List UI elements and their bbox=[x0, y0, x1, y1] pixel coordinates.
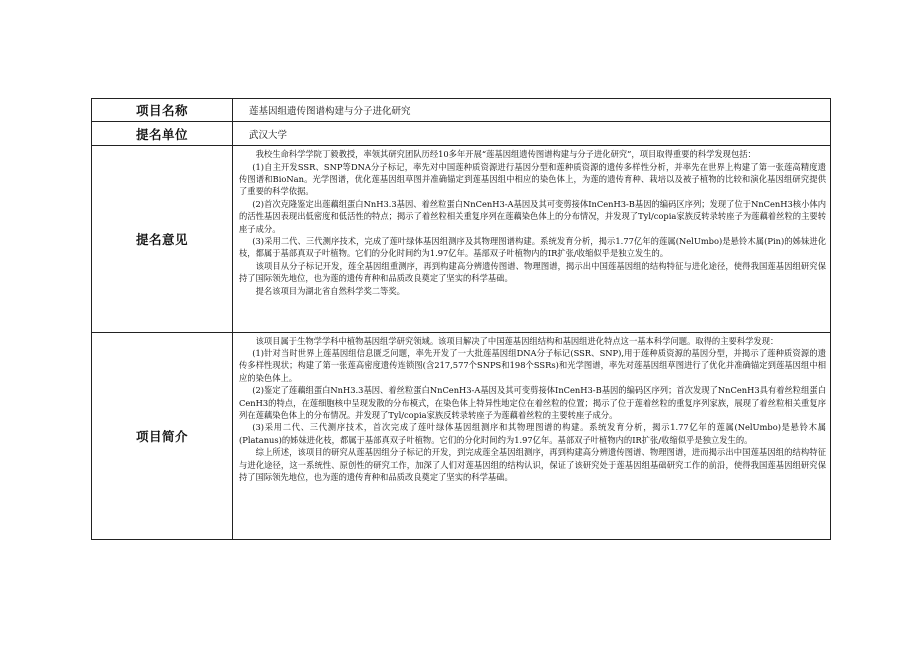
row-project-name bbox=[92, 99, 831, 122]
opinion-paragraph: (3)采用二代、三代测序技术，完成了莲叶绿体基因组测序及其物理图谱构建。系统发育分析，揭示1.77亿年的莲属(NelUmbo)是悬铃木属(Pin)的姊妹进化枝，都属于基部真双子叶植物。它们的分化时间约为1.97亿年。基部双子叶植物内的IR扩张/收缩似乎是独立发生的。 bbox=[239, 235, 826, 259]
project-name-text: 莲基因组遗传图谱构建与分子进化研究 bbox=[249, 106, 411, 118]
opinion-paragraph: (1)自主开发SSR、SNP等DNA分子标记，率先对中国莲种质资源进行基因分型和莲种质资源的遗传多样性分析，并率先在世界上构建了第一张莲高精度遗传图谱和BioNan。光学图谱，优化莲基因组草图并准确锚定到莲基因组中相应的染色体上，为莲的遗传育种、栽培以及被子植物的比较和演化基因组研究提供了重要的科学依据。 bbox=[239, 161, 826, 197]
project-name-value bbox=[233, 99, 831, 122]
project-name-label: 项目名称 bbox=[92, 99, 233, 122]
nomination-form-table bbox=[91, 98, 831, 540]
project-intro-label: 项目简介 bbox=[92, 332, 233, 539]
opinion-paragraph: 该项目从分子标记开发，莲全基因组重测序，再到构建高分辨遗传图谱、物理图谱，揭示出中国莲基因组的结构特征与进化途径，使得我国莲基因组研究保持了国际领先地位，也为莲的遗传育种和品质改良奠定了坚实的科学基础。 bbox=[239, 260, 826, 284]
intro-paragraph: (2)鉴定了莲藕组蛋白NnH3.3基因、着丝粒蛋白NnCenH3-A基因及其可变剪接体InCenH3-B基因的编码区序列；首次发现了NnCenH3具有着丝粒组蛋白CenH3的特点，在莲细胞核中呈现发散的分布模式，在染色体上特异性地定位在着丝粒的位置；揭示了位于莲着丝粒的重复序列家族，展现了着丝粒相关重复序列在莲藕染色体上的分布情况。并发现了Tyl/copia家族反转录转座子为莲藕着丝粒的主要转座子成分。 bbox=[239, 385, 826, 420]
nominating-unit-label: 提名单位 bbox=[92, 122, 233, 146]
intro-paragraph: 综上所述，该项目的研究从莲基因组分子标记的开发，到完成莲全基因组测序，再到构建高分辨遗传图谱、物理图谱，进而揭示出中国莲基因组的结构特征与进化途径，这一系统性、原创性的研究工作，加深了人们对莲基因组的结构认识，保证了该研究处于莲基因组基础研究工作的前沿，使得我国莲基因组研究保持了国际领先地位，也为莲的遗传育种和品质改良奠定了坚实的科学基础。 bbox=[239, 447, 826, 482]
opinion-paragraph: (2)首次克隆鉴定出莲藕组蛋白NnH3.3基因、着丝粒蛋白NnCenH3-A基因及其可变剪接体InCenH3-B基因的编码区序列；发现了位于NnCenH3核小体内的活性基因表现出低密度和低活性的特点；揭示了着丝粒相关重复序列在莲藕染色体上的分布情况，并发现了Tyl/copia家族反转录转座子为莲藕着丝粒的主要转座子成分。 bbox=[239, 198, 826, 234]
row-nomination-opinion bbox=[92, 146, 831, 332]
project-intro-body bbox=[233, 332, 831, 539]
nomination-opinion-body bbox=[233, 146, 831, 332]
row-project-intro bbox=[92, 332, 831, 539]
nominating-unit-text: 武汉大学 bbox=[249, 129, 288, 141]
intro-paragraph: (1)针对当时世界上莲基因组信息匮乏问题，率先开发了一大批莲基因组DNA分子标记(SSR、SNP),用于莲种质资源的基因分型，并揭示了莲种质资源的遗传多样性现状；构建了第一张莲高密度遗传连锁图(含217,577个SNPS和198个SSRs)和光学图谱，率先对莲基因组草图进行了优化并准确锚定到莲基因组中相应的染色体上。 bbox=[239, 347, 826, 383]
opinion-paragraph: 提名该项目为湖北省自然科学奖二等奖。 bbox=[255, 285, 405, 296]
nominating-unit-value bbox=[233, 122, 831, 146]
intro-paragraph: 该项目属于生物学学科中植物基因组学研究领域。该项目解决了中国莲基因组结构和基因组进化特点这一基本科学问题。取得的主要科学发现： bbox=[255, 335, 779, 346]
row-nominating-unit bbox=[92, 122, 831, 146]
intro-paragraph: (3)采用二代、三代测序技术，首次完成了莲叶绿体基因组测序和其物理图谱的构建。系统发育分析，揭示1.77亿年的莲属(NelUmbo)是悬铃木属(Platanus)的姊妹进化枝，都属于基部真双子叶植物。它们的分化时间约为1.97亿年。基部双子叶植物内的IR扩张/收缩似乎是独立发生的。 bbox=[239, 422, 826, 445]
nomination-opinion-label: 提名意见 bbox=[92, 146, 233, 332]
opinion-paragraph: 我校生命科学学院丁毅教授，率领其研究团队历经10多年开展“莲基因组遗传图谱构建与分子进化研究”，项目取得重要的科学发现包括： bbox=[255, 149, 756, 160]
